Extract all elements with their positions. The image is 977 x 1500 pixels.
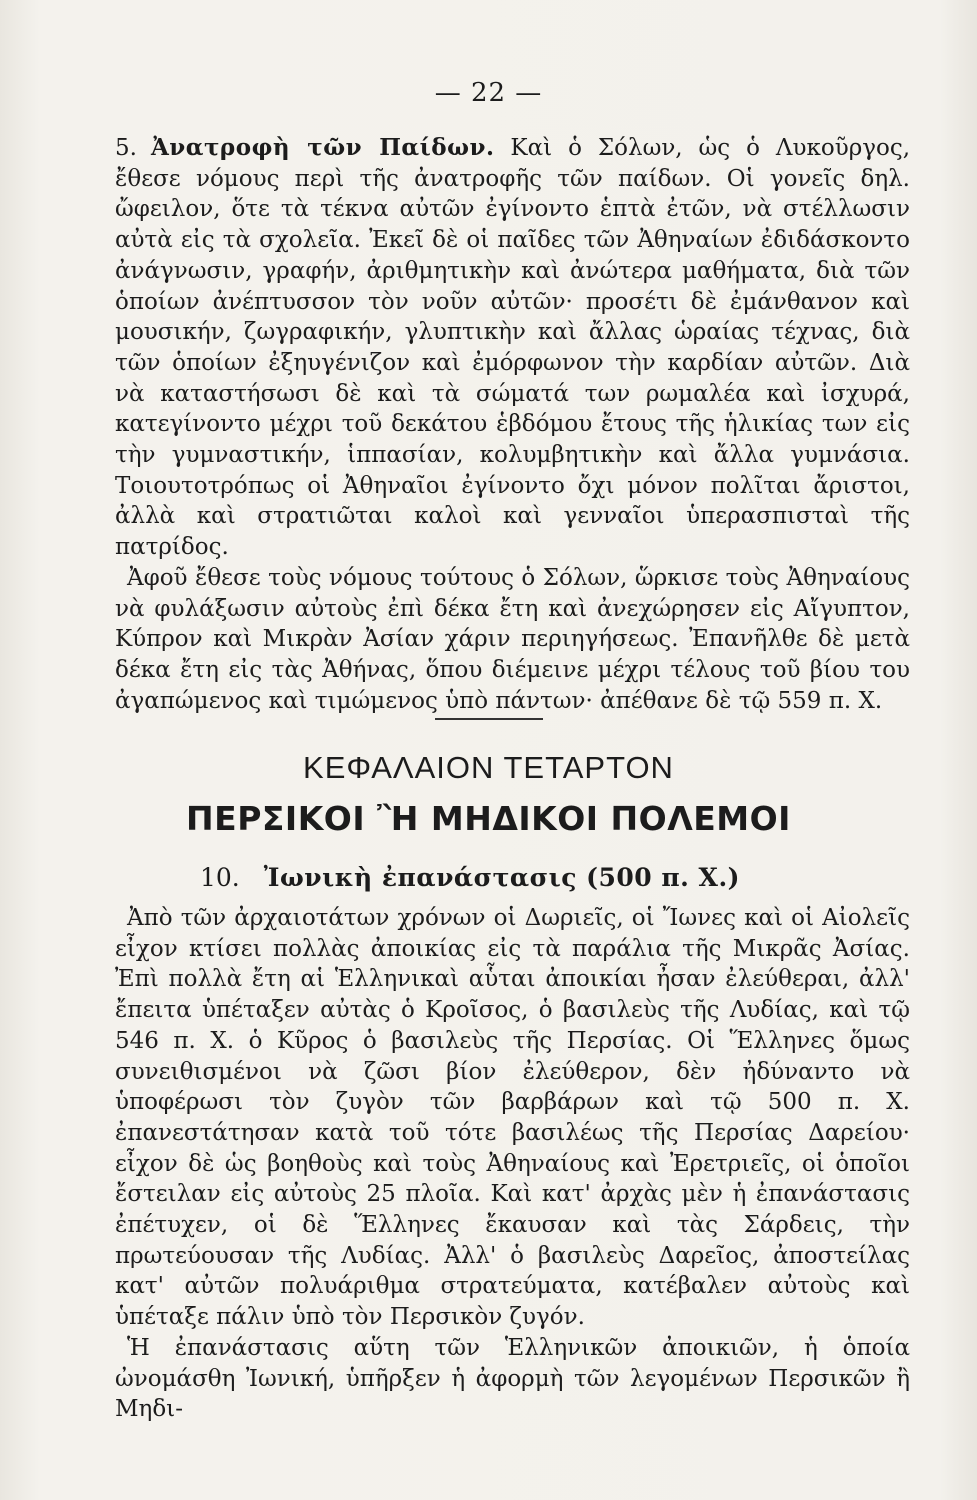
section-5-text-1: Καὶ ὁ Σόλων, ὡς ὁ Λυκοῦργος, ἔθεσε νόμους περὶ τῆς ἀνατροφῆς τῶν παίδων. Οἱ γονεῖς δηλ. ὤφειλον, ὅτε τὰ τέκνα αὐτῶν ἐγίνοντο ἑπτὰ ἐτῶν, νὰ στέλλωσιν αὐτὰ εἰς τὰ σχολεῖα. Ἐκεῖ δὲ οἱ παῖδες τῶν Ἀθηναίων ἐδιδάσκοντο ἀνάγνωσιν, γραφήν, ἀριθμητικὴν καὶ ἀνώτερα μαθήματα, διὰ τῶν ὁποίων ἀνέπτυσσον τὸν νοῦν αὐτῶν· προσέτι δὲ ἐμάνθανον καὶ μουσικήν, ζωγραφικήν, γλυπτικὴν καὶ ἄλλας ὡραίας τέχνας, διὰ τῶν ὁποίων ἐξηυγένιζον καὶ ἐμόρφωνον τὴν καρδίαν αὐτῶν. Διὰ νὰ καταστήσωσι δὲ καὶ τὰ σώματά των ρωμαλέα καὶ ἰσχυρά, κατεγίνοντο μέχρι τοῦ δεκάτου ἑβδόμου ἔτους τῆς ἡλικίας των εἰς τὴν γυμναστικήν, ἱππασίαν, κολυμβητικὴν καὶ ἄλλα γυμνάσια. Τοιουτοτρόπως οἱ Ἀθηναῖοι ἐγίνοντο ὄχι μόνον πολῖται ἄριστοι, ἀλλὰ καὶ στρατιῶται καλοὶ καὶ γενναῖοι ὑπερασπισταὶ τῆς πατρίδος. (115, 135, 911, 561)
section-5 (115, 133, 910, 716)
section-5-number: 5. (115, 135, 137, 161)
section-10-paragraph-2: Ἡ ἐπανάστασις αὕτη τῶν Ἑλληνικῶν ἀποικιῶν, ἡ ὁποία ὠνομάσθη Ἰωνική, ὑπῆρξεν ἡ ἀφορμὴ τῶν λεγομένων Περσικῶν ἢ Μηδι- (115, 1334, 910, 1423)
section-5-paragraph-2: Ἀφοῦ ἔθεσε τοὺς νόμους τούτους ὁ Σόλων, ὥρκισε τοὺς Ἀθηναίους νὰ φυλάξωσιν αὐτοὺς ἐπὶ δέκα ἔτη καὶ ἀνεχώρησεν εἰς Αἴγυπτον, Κύπρον καὶ Μικρὰν Ἀσίαν χάριν περιηγήσεως. Ἐπανῆλθε δὲ μετὰ δέκα ἔτη εἰς τὰς Ἀθήνας, ὅπου διέμεινε μέχρι τέλους τοῦ βίου του ἀγαπώμενος καὶ τιμώμενος ὑπὸ πάντων· ἀπέθανε δὲ τῷ 559 π. Χ. (115, 564, 910, 714)
section-10-title: Ἰωνικὴ ἐπανάστασις (500 π. Χ.) (263, 863, 740, 892)
section-5-title: Ἀνατροφὴ τῶν Παίδων. (150, 134, 495, 161)
chapter-label: ΚΕΦΑΛΑΙΟΝ ΤΕΤΑΡΤΟΝ (303, 750, 674, 785)
section-5-paragraph-1 (115, 133, 910, 563)
section-divider (435, 718, 543, 720)
section-10-heading (200, 863, 900, 892)
chapter-title: ΠΕΡΣΙΚΟΙ Ἢ ΜΗΔΙΚΟΙ ΠΟΛΕΜΟΙ (186, 799, 791, 838)
section-10 (115, 903, 910, 1425)
section-10-paragraph-1: Ἀπὸ τῶν ἀρχαιοτάτων χρόνων οἱ Δωριεῖς, οἱ Ἴωνες καὶ οἱ Αἰολεῖς εἶχον κτίσει πολλὰς ἀποικίας εἰς τὰ παράλια τῆς Μικρᾶς Ἀσίας. Ἐπὶ πολλὰ ἔτη αἱ Ἑλληνικαὶ αὗται ἀποικίαι ἦσαν ἐλεύθεραι, ἀλλ' ἔπειτα ὑπέταξεν αὐτὰς ὁ Κροῖσος, ὁ βασιλεὺς τῆς Λυδίας, καὶ τῷ 546 π. Χ. ὁ Κῦρος ὁ βασιλεὺς τῆς Περσίας. Οἱ Ἕλληνες ὅμως συνειθισμένοι νὰ ζῶσι βίον ἐλεύθερον, δὲν ἠδύναντο νὰ ὑποφέρωσι τὸν ζυγὸν τῶν βαρβάρων καὶ τῷ 500 π. Χ. ἐπανεστάτησαν κατὰ τοῦ τότε βασιλέως τῆς Περσίας Δαρείου· εἶχον δὲ ὡς βοηθοὺς καὶ τοὺς Ἀθηναίους καὶ Ἐρετριεῖς, οἱ ὁποῖοι ἔστειλαν εἰς αὐτοὺς 25 πλοῖα. Καὶ κατ' ἀρχὰς μὲν ἡ ἐπανάστασις ἐπέτυχεν, οἱ δὲ Ἕλληνες ἔκαυσαν καὶ τὰς Σάρδεις, τὴν πρωτεύουσαν τῆς Λυδίας. Ἀλλ' ὁ βασιλεὺς Δαρεῖος, ἀποστείλας κατ' αὐτῶν πολυάριθμα στρατεύματα, κατέβαλεν αὐτοὺς καὶ ὑπέταξε πάλιν ὑπὸ τὸν Περσικὸν ζυγόν. (115, 905, 910, 1331)
page-number: — 22 — (434, 78, 543, 108)
section-10-number: 10. (200, 863, 240, 892)
